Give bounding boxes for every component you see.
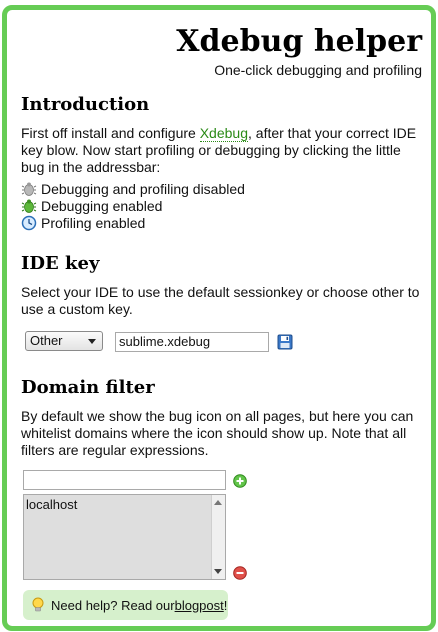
page-subtitle: One-click debugging and profiling [214,62,422,78]
legend-disabled [21,180,245,197]
scroll-up-icon[interactable] [214,500,222,505]
help-box [23,590,228,620]
scroll-down-icon[interactable] [214,569,222,574]
introduction-text-end: , after that your correct IDE key blow. Now start profiling or debugging by clicking the little bug in the addressbar: [21,125,417,175]
plus-circle-icon[interactable] [233,474,247,488]
xdebug-link[interactable]: Xdebug [199,125,248,141]
legend-profiling [21,214,145,231]
ide-select-value: Other [30,333,63,348]
introduction-text [21,125,425,176]
domain-filter-heading: Domain filter [21,377,155,398]
legend-profiling-label: Profiling enabled [41,214,146,231]
clock-icon [21,215,37,231]
legend-debugging-label: Debugging enabled [41,197,163,214]
introduction-heading: Introduction [21,94,150,115]
ide-key-heading: IDE key [21,253,100,274]
floppy-disk-icon[interactable] [277,334,293,350]
legend-debugging [21,197,162,214]
domain-list-scrollbar[interactable] [211,495,225,579]
domain-filter-description: By default we show the bug icon on all pages, but here you can whitelist domains where the icon should show up. Note that all filters are regular expressions. [21,408,414,458]
ide-select[interactable] [25,331,103,351]
page-title: Xdebug helper [176,24,422,59]
blogpost-link[interactable]: blogpost [174,597,224,613]
legend-disabled-label: Debugging and profiling disabled [41,180,245,197]
help-text: Need help? Read our [51,597,175,613]
bug-green-icon [21,198,37,214]
ide-key-input[interactable]: sublime.xdebug [115,332,269,352]
options-panel [2,5,436,631]
lightbulb-icon [31,597,45,613]
introduction-text-start: First off install and configure [21,125,200,141]
bug-grey-icon [21,181,37,197]
minus-circle-icon[interactable] [233,566,247,580]
help-suffix: ! [223,597,228,613]
ide-key-description: Select your IDE to use the default sessionkey or choose other to use a custom key. [21,284,420,317]
chevron-down-icon [88,339,96,344]
domain-list[interactable] [23,494,226,580]
domain-list-item[interactable]: localhost [26,497,78,512]
domain-input[interactable] [23,470,226,490]
